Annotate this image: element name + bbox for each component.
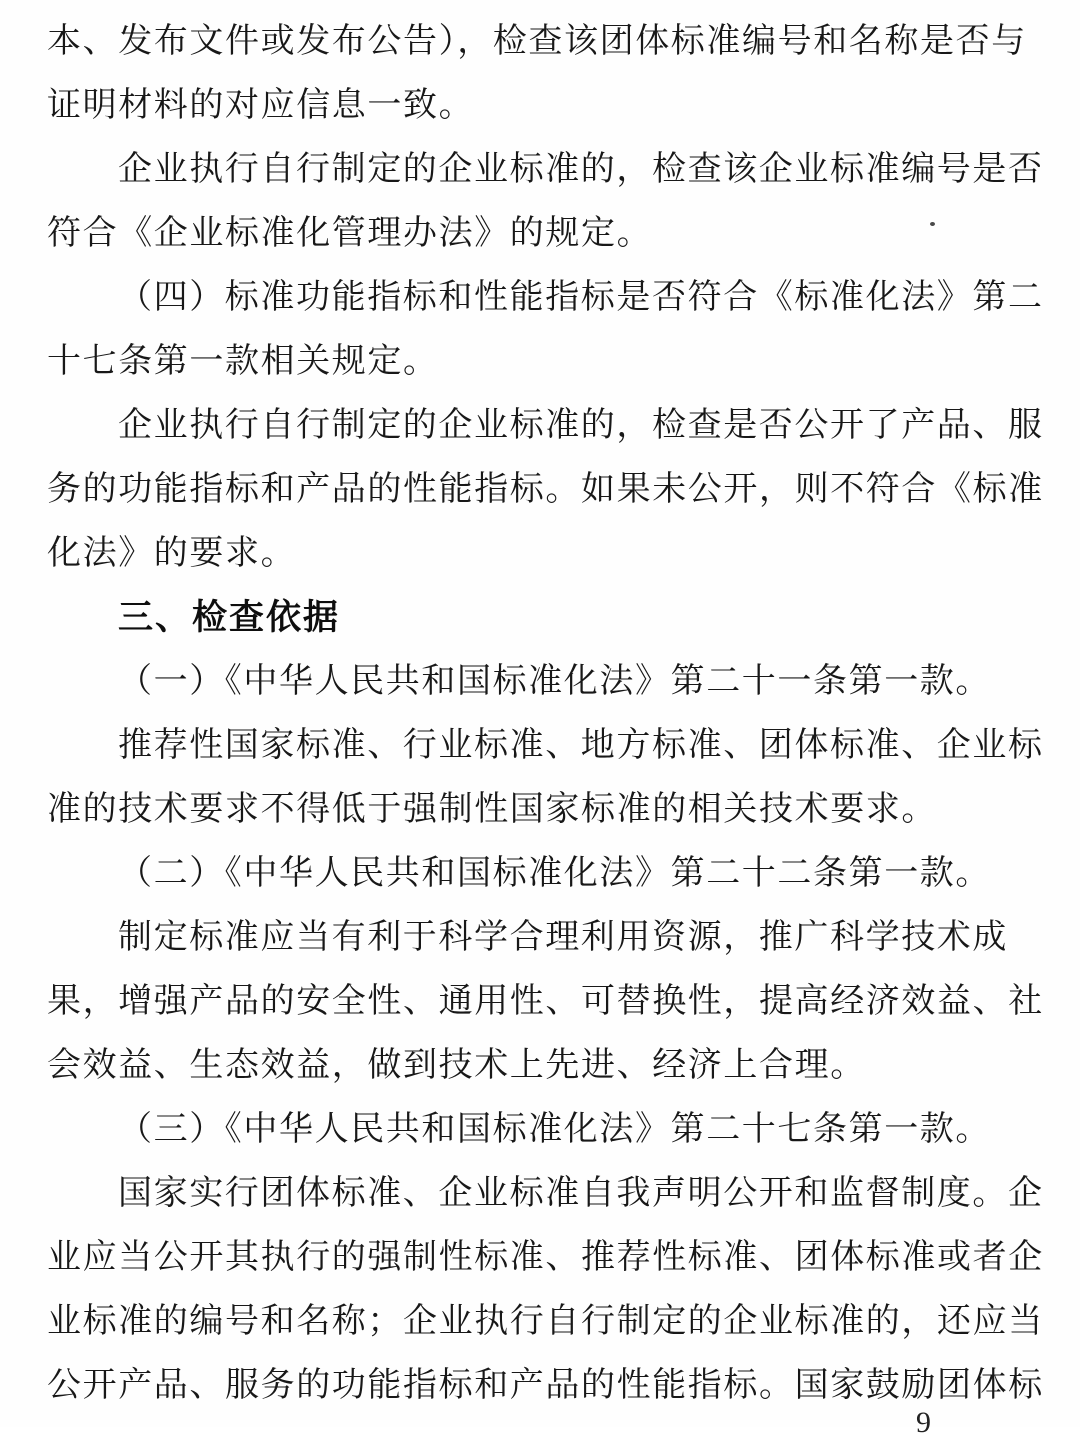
text-line: 国家实行团体标准、企业标准自我声明公开和监督制度。企 — [118, 1175, 1044, 1212]
text-line: 化法》的要求。 — [47, 535, 297, 572]
document-body — [47, 10, 1042, 1418]
page-number: 9 — [916, 1406, 931, 1439]
text-line: 证明材料的对应信息一致。 — [47, 87, 475, 124]
scan-speck — [930, 222, 935, 226]
text-line: 本、发布文件或发布公告），检查该团体标准编号和名称是否与 — [47, 23, 1027, 60]
text-line: 推荐性国家标准、行业标准、地方标准、团体标准、企业标 — [118, 727, 1044, 764]
text-line: （二）《中华人民共和国标准化法》第二十二条第一款。 — [118, 855, 991, 892]
text-line: （一）《中华人民共和国标准化法》第二十一条第一款。 — [118, 663, 991, 700]
text-line: 企业执行自行制定的企业标准的，检查该企业标准编号是否 — [118, 151, 1044, 188]
text-line: 业标准的编号和名称；企业执行自行制定的企业标准的，还应当 — [47, 1303, 1044, 1340]
text-line: （四）标准功能指标和性能指标是否符合《标准化法》第二 — [118, 279, 1044, 316]
text-line: 制定标准应当有利于科学合理利用资源，推广科学技术成 — [118, 919, 1008, 956]
text-line: 企业执行自行制定的企业标准的，检查是否公开了产品、服 — [118, 407, 1044, 444]
text-line: 会效益、生态效益，做到技术上先进、经济上合理。 — [47, 1047, 866, 1084]
text-line: 十七条第一款相关规定。 — [47, 343, 439, 380]
text-line: 务的功能指标和产品的性能指标。如果未公开，则不符合《标准 — [47, 471, 1044, 508]
text-line: 准的技术要求不得低于强制性国家标准的相关技术要求。 — [47, 791, 937, 828]
text-line: 公开产品、服务的功能指标和产品的性能指标。国家鼓励团体标 — [47, 1367, 1044, 1404]
text-line: 业应当公开其执行的强制性标准、推荐性标准、团体标准或者企 — [47, 1239, 1044, 1276]
text-line: （三）《中华人民共和国标准化法》第二十七条第一款。 — [118, 1111, 991, 1148]
section-heading: 三、检查依据 — [118, 598, 341, 637]
text-line: 符合《企业标准化管理办法》的规定。 — [47, 215, 653, 252]
text-line: 果，增强产品的安全性、通用性、可替换性，提高经济效益、社 — [47, 983, 1044, 1020]
